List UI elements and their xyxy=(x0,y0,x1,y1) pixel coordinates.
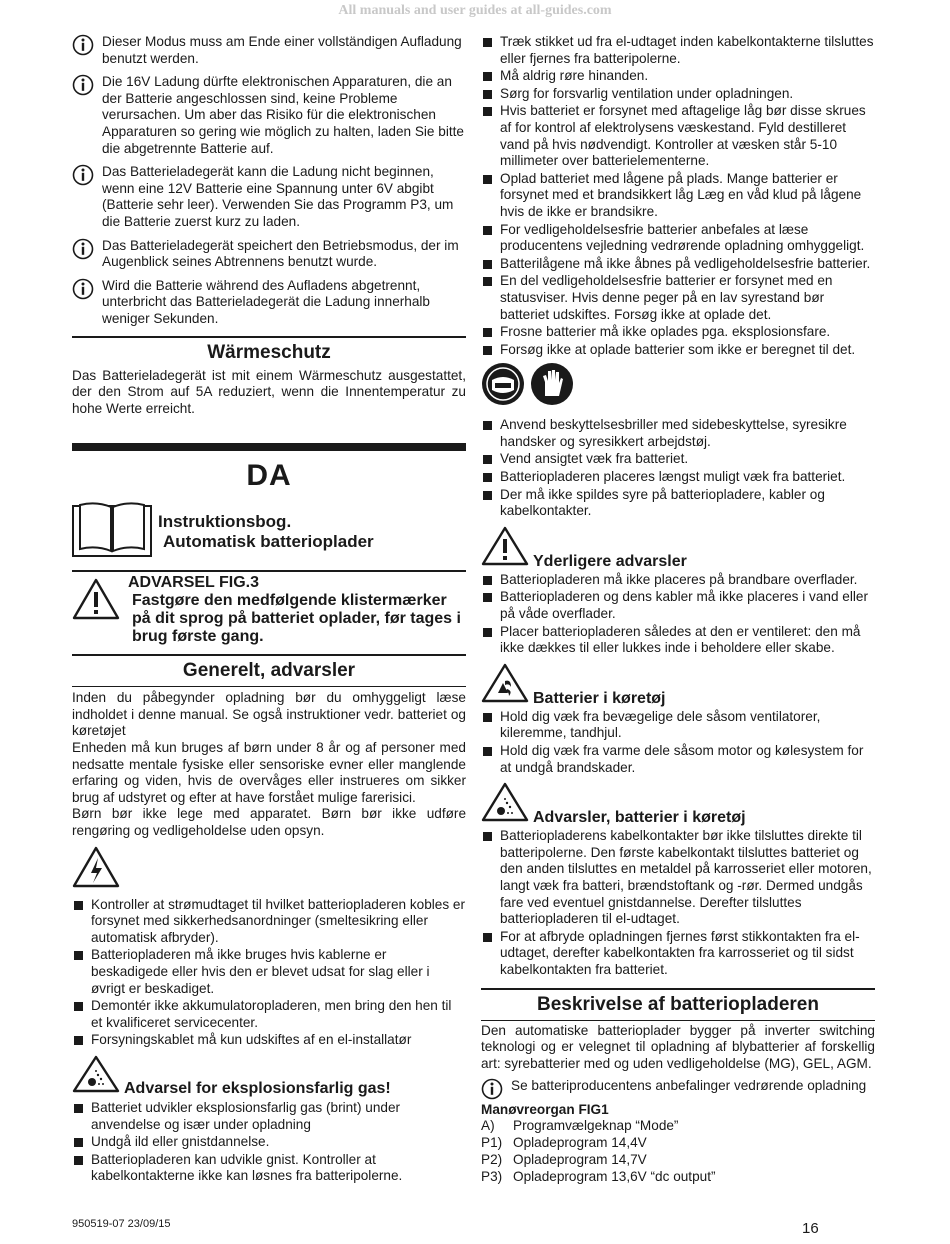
waermeschutz-text: Das Batterieladegerät ist mit einem Wärmeschutz ausgestattet, der den Strom auf 5A reduziert, wenn die Innentemperatur zu hohe Werte erreicht. xyxy=(72,367,466,416)
list-item xyxy=(481,1134,875,1151)
gas-warning-title: Advarsel for eksplosionsfarlig gas! xyxy=(124,1079,391,1097)
warning-triangle-icon xyxy=(481,526,529,571)
general-paragraph: Enheden må kun bruges af børn under 8 år og af personer med nedsatte mentale fysiske eller sensoriske evner eller manglende erfaring og viden, hvis de overvåges eller instrueres om sikker brug af udstyret og efter at have forstået mulige farerisici. xyxy=(72,740,466,805)
control-key: P3) xyxy=(481,1168,503,1184)
section-heading-general: Generelt, advarsler xyxy=(72,654,466,682)
info-note xyxy=(481,1078,875,1095)
list-item: Træk stikket ud fra el-udtaget inden kabelkontakterne tilsluttes eller fjernes fra batteripolerne. xyxy=(481,34,875,67)
list-item: Anvend beskyttelsesbriller med sidebeskyttelse, syresikre handsker og syresikkert arbejdstøj. xyxy=(481,417,875,450)
vehicle-title: Batterier i køretøj xyxy=(533,689,666,707)
document-code: 950519-07 23/09/15 xyxy=(72,1218,171,1230)
gloves-icon xyxy=(530,362,574,411)
control-text: Opladeprogram 14,7V xyxy=(513,1151,647,1167)
manual-title-line-1: Instruktionsbog. xyxy=(158,511,292,531)
info-icon xyxy=(72,278,94,305)
explosion-icon xyxy=(481,782,529,827)
list-item xyxy=(481,1117,875,1134)
list-item: Hold dig væk fra bevægelige dele såsom ventilatorer, kileremme, tandhjul. xyxy=(481,709,875,742)
more-warnings-header xyxy=(481,526,875,571)
explosion-icon xyxy=(72,1055,120,1098)
list-item: Batteriopladeren må ikke placeres på brandbare overflader. xyxy=(481,572,875,589)
gas-warning-header xyxy=(72,1055,466,1098)
info-note xyxy=(72,34,466,67)
list-item: Batteriopladeren og dens kabler må ikke placeres i vand eller på våde overflader. xyxy=(481,589,875,622)
list-item xyxy=(481,1168,875,1185)
list-item: For at afbryde opladningen fjernes først stikkontakten fra el-udtaget, derefter kabelkontakten fra karrosseriet og til sidst kabelkontakten fra batteriet. xyxy=(481,929,875,979)
list-item: Batterilågene må ikke åbnes på vedligeholdelsesfrie batterier. xyxy=(481,256,875,273)
general-paragraph: Børn bør ikke lege med apparatet. Børn bør ikke udføre rengøring og vedligeholdelse uden opsyn. xyxy=(72,806,466,839)
page-number: 16 xyxy=(802,1220,819,1237)
list-item: Må aldrig røre hinanden. xyxy=(481,68,875,85)
control-key: P2) xyxy=(481,1151,503,1167)
list-item xyxy=(481,1151,875,1168)
ppe-icons xyxy=(481,362,875,411)
section-heading-description: Beskrivelse af batteriopladeren xyxy=(481,988,875,1016)
vehicle-warnings-header xyxy=(481,782,875,827)
list-item: Kontroller at strømudtaget til hvilket batteriopladeren kobles er forsynet med sikkerhedsanordninger (smeltesikring eller automatisk afbryder). xyxy=(72,897,466,947)
list-item: Undgå ild eller gnistdannelse. xyxy=(72,1134,466,1151)
info-icon xyxy=(72,164,94,191)
info-note-text: Die 16V Ladung dürfte elektronischen Apparaturen, die an der Batterie angeschlossen sind, keine Probleme verursachen. Um aber das Risiko für die elektronischen Apparaturen so gering wie möglich zu halten, laden Sie bitte die abgetrennte Batterie auf. xyxy=(102,74,464,156)
list-item: Vend ansigtet væk fra batteriet. xyxy=(481,451,875,468)
list-item: Demontér ikke akkumulatoropladeren, men bring den hen til et kvalificeret servicecenter. xyxy=(72,998,466,1031)
manual-title-line-2: Automatisk batterioplader xyxy=(163,531,374,551)
list-item: Hold dig væk fra varme dele såsom motor og kølesystem for at undgå brandskader. xyxy=(481,743,875,776)
warning-title: ADVARSEL FIG.3 xyxy=(128,574,259,592)
list-item: Sørg for forsvarlig ventilation under opladningen. xyxy=(481,86,875,103)
manual-header xyxy=(72,501,466,562)
controls-title: Manøvreorgan FIG1 xyxy=(481,1101,609,1117)
list-item: Frosne batterier må ikke oplades pga. eksplosionsfare. xyxy=(481,324,875,341)
info-note-text: Das Batterieladegerät kann die Ladung nicht beginnen, wenn eine 12V Batterie eine Spannung unter 6V abgibt (Batterie sehr leer). Verwenden Sie das Programm P3, um die Batterie zuerst kurz zu laden. xyxy=(102,164,454,229)
list-item: Forsyningskablet må kun udskiftes af en el-installatør xyxy=(72,1032,466,1049)
vehicle-header xyxy=(481,663,875,708)
right-column xyxy=(481,34,875,1185)
info-note xyxy=(72,164,466,230)
info-note-text: Das Batterieladegerät speichert den Betriebsmodus, der im Augenblick seines Abtrennens benutzt wurde. xyxy=(102,237,459,270)
control-key: P1) xyxy=(481,1134,503,1150)
info-note xyxy=(72,238,466,271)
list-item: En del vedligeholdelsesfrie batterier er forsynet med en statusviser. Hvis denne peger på en lav syrestand bør batteriet udskiftes. Forsøg ikke at oplade det. xyxy=(481,273,875,323)
watermark: All manuals and user guides at all-guides.com xyxy=(338,3,612,18)
list-item: Hvis batteriet er forsynet med aftagelige låg bør disse skrues af for kontrol af elektrolysens væskestand. Fyld destilleret vand på hvis nødvendigt. Kontroller at væsken står 5-10 millimeter over batterielementerne. xyxy=(481,103,875,169)
list-item: Batteriopladeren må ikke bruges hvis kablerne er beskadigede eller hvis den er blevet udsat for slag eller i øvrigt er beskadiget. xyxy=(72,947,466,997)
control-key: A) xyxy=(481,1117,495,1133)
description-text: Den automatiske batterioplader bygger på inverter switching teknologi og er velegnet til opladning af blybatterier af forskellig art: syrebatterier med og uden vedligeholdelse (MG), GEL, AGM. xyxy=(481,1022,875,1071)
info-note-text: Wird die Batterie während des Aufladens abgetrennt, unterbricht das Batterieladegerät die Ladung innerhalb weniger Sekunden. xyxy=(102,277,430,326)
list-item: Batteriopladerens kabelkontakter bør ikke tilsluttes direkte til batteripolerne. Den første kabelkontakt tilsluttes batteriet og den anden tilsluttes en metaldel på karrosseriet eller motoren, langt væk fra batteri, brændstoftank og -rør. Dermed undgås fare ved eventuel gnistdannelse. Derefter tilsluttes batteriopladeren til el-udtaget. xyxy=(481,828,875,928)
control-text: Programvælgeknap “Mode” xyxy=(513,1117,679,1133)
section-heading-waermeschutz: Wärmeschutz xyxy=(72,336,466,364)
info-note-text: Se batteriproducentens anbefalinger vedrørende opladning xyxy=(511,1078,867,1094)
info-note-text: Dieser Modus muss am Ende einer vollständigen Aufladung benutzt werden. xyxy=(102,34,462,66)
list-item: Placer batteriopladeren således at den er ventileret: den må ikke dækkes til eller lukkes inde i beholdere eller skabe. xyxy=(481,624,875,657)
warning-block xyxy=(72,570,466,646)
book-icon xyxy=(72,501,152,562)
controls-list xyxy=(481,1117,875,1185)
vehicle-warnings-title: Advarsler, batterier i køretøj xyxy=(533,809,746,827)
warning-triangle-icon xyxy=(72,578,120,646)
control-text: Opladeprogram 13,6V “dc output” xyxy=(513,1168,716,1184)
info-icon xyxy=(72,238,94,265)
goggles-icon xyxy=(481,362,525,411)
info-icon xyxy=(72,74,94,101)
list-item: Forsøg ikke at oplade batterier som ikke er beregnet til det. xyxy=(481,342,875,359)
info-note xyxy=(72,278,466,328)
list-item: Der må ikke spildes syre på batteriopladere, kabler og kabelkontakter. xyxy=(481,487,875,520)
left-column xyxy=(72,34,466,1186)
list-item: Batteriopladeren kan udvikle gnist. Kontroller at kabelkontakterne ikke kan løsnes fra batteripolerne. xyxy=(72,1152,466,1185)
info-icon xyxy=(72,34,94,61)
control-text: Opladeprogram 14,4V xyxy=(513,1134,647,1150)
language-code: DA xyxy=(246,459,292,493)
list-item: Oplad batteriet med lågene på plads. Mange batterier er forsynet med et brandsikkert låg Læg en våd klud på lågene hvis de ikke er brandsikre. xyxy=(481,171,875,221)
fan-hazard-icon xyxy=(481,663,529,708)
warning-text: Fastgøre den medfølgende klistermærker på dit sprog på batteriet oplader, før tages i brug første gang. xyxy=(132,592,461,646)
info-icon xyxy=(481,1078,503,1105)
general-paragraph: Inden du påbegynder opladning bør du omhyggeligt læse indholdet i denne manual. Se også instruktioner vedr. batteriet og køretøjet xyxy=(72,690,466,739)
electric-hazard-icon xyxy=(72,846,466,893)
list-item: For vedligeholdelsesfrie batterier anbefales at læse producentens vejledning vedrørende opladning omhyggeligt. xyxy=(481,222,875,255)
list-item: Batteriopladeren placeres længst muligt væk fra batteriet. xyxy=(481,469,875,486)
list-item: Batteriet udvikler eksplosionsfarlig gas (brint) under anvendelse og især under opladning xyxy=(72,1100,466,1133)
more-warnings-title: Yderligere advarsler xyxy=(533,552,687,570)
section-divider xyxy=(72,443,466,451)
info-note xyxy=(72,74,466,157)
